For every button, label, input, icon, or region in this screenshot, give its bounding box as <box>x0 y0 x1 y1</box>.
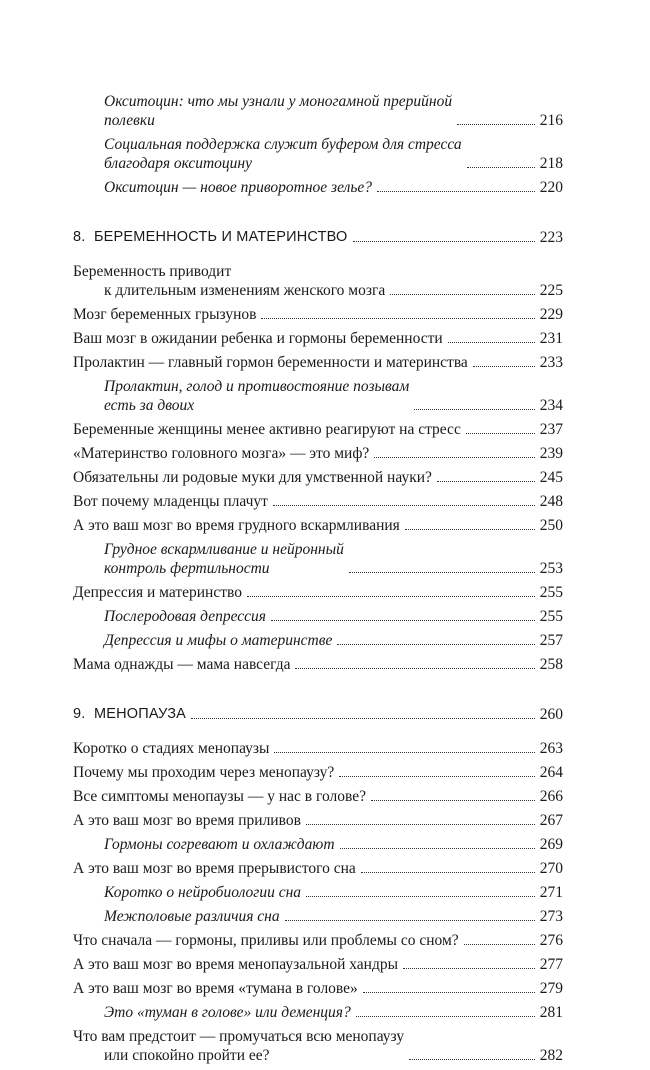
dot-leader <box>353 241 535 242</box>
entry-title-line: Межполовые различия сна <box>104 908 280 925</box>
entry-title <box>73 811 301 830</box>
chapter-number: 8. <box>73 229 86 245</box>
toc-subentry[interactable] <box>73 135 563 173</box>
dot-leader <box>274 752 534 753</box>
dot-leader <box>306 824 535 825</box>
dot-leader <box>191 718 535 719</box>
page-number: 271 <box>539 884 563 901</box>
table-of-contents <box>73 92 563 1070</box>
page-number: 279 <box>539 980 563 997</box>
entry-title <box>73 305 256 324</box>
entry-title-line: к длительным изменениям женского мозга <box>104 282 386 299</box>
section-spacer <box>73 679 563 705</box>
entry-title-line: Коротко о стадиях менопаузы <box>73 740 270 757</box>
entry-title-line: Социальная поддержка служит буфером для стресса <box>104 136 462 153</box>
entry-title <box>73 262 385 300</box>
entry-title <box>73 377 409 415</box>
toc-subentry[interactable] <box>73 631 563 650</box>
page-number: 281 <box>539 1004 563 1021</box>
entry-title-line: Обязательны ли родовые муки для умственной науки? <box>73 469 432 486</box>
entry-title-line: Беременность приводит <box>73 263 232 280</box>
dot-leader <box>473 366 535 367</box>
entry-title-line: Мозг беременных грызунов <box>73 306 257 323</box>
dot-leader <box>261 318 534 319</box>
entry-title-line: есть за двоих <box>104 397 195 414</box>
dot-leader <box>464 944 535 945</box>
dot-leader <box>377 191 535 192</box>
dot-leader <box>409 1059 535 1060</box>
page-number: 257 <box>539 632 563 649</box>
entry-title-line: Окситоцин: что мы узнали у моногамной прерийной <box>104 93 453 110</box>
entry-title <box>73 492 268 511</box>
toc-entry[interactable] <box>73 262 563 300</box>
entry-title-line: «Материнство головного мозга» — это миф? <box>73 445 370 462</box>
dot-leader <box>247 596 535 597</box>
entry-title-line: Вот почему младенцы плачут <box>73 493 268 510</box>
entry-title <box>73 955 398 974</box>
entry-title-line: Послеродовая депрессия <box>104 608 266 625</box>
dot-leader <box>356 1016 535 1017</box>
dot-leader <box>337 644 534 645</box>
page-number: 263 <box>539 740 563 757</box>
toc-entry[interactable] <box>73 420 563 439</box>
page-number: 258 <box>539 656 563 673</box>
page-number: 277 <box>539 956 563 973</box>
page-number: 266 <box>539 788 563 805</box>
entry-title <box>73 655 290 674</box>
entry-title <box>73 907 280 926</box>
entry-title <box>73 763 334 782</box>
entry-title-line: полевки <box>104 112 155 129</box>
dot-leader <box>295 668 534 669</box>
page-number: 218 <box>539 155 563 172</box>
page-number: 269 <box>539 836 563 853</box>
dot-leader <box>361 872 535 873</box>
entry-title <box>73 516 400 535</box>
dot-leader <box>339 776 534 777</box>
entry-title-line: контроль фертильности <box>104 560 270 577</box>
toc-subentry[interactable] <box>73 1003 563 1022</box>
toc-subentry[interactable] <box>73 607 563 626</box>
entry-title <box>73 739 269 758</box>
toc-entry[interactable] <box>73 763 563 782</box>
page-number: 276 <box>539 932 563 949</box>
entry-title-line: А это ваш мозг во время «тумана в голове» <box>73 980 358 997</box>
page-number: 260 <box>539 706 563 723</box>
toc-entry[interactable] <box>73 655 563 674</box>
toc-subentry[interactable] <box>73 92 563 130</box>
toc-entry[interactable] <box>73 811 563 830</box>
entry-title-line: Ваш мозг в ожидании ребенка и гормоны беременности <box>73 330 443 347</box>
entry-title-line: А это ваш мозг во время прерывистого сна <box>73 860 356 877</box>
entry-title <box>73 468 432 487</box>
page-number: 273 <box>539 908 563 925</box>
chapter-title <box>73 228 348 247</box>
chapter-heading[interactable] <box>73 705 563 724</box>
chapter-number: 9. <box>73 706 86 722</box>
toc-entry[interactable] <box>73 492 563 511</box>
entry-title <box>73 420 461 439</box>
dot-leader <box>390 294 535 295</box>
dot-leader <box>273 505 535 506</box>
dot-leader <box>271 620 535 621</box>
entry-title <box>73 607 266 626</box>
toc-entry[interactable] <box>73 787 563 806</box>
page-number: 229 <box>539 306 563 323</box>
entry-title-line: благодаря окситоцину <box>104 155 252 172</box>
page-number: 248 <box>539 493 563 510</box>
dot-leader <box>340 848 535 849</box>
chapter-title <box>73 705 186 724</box>
dot-leader <box>374 457 535 458</box>
chapter-title-text: БЕРЕМЕННОСТЬ И МАТЕРИНСТВО <box>93 229 348 245</box>
page-number: 231 <box>539 330 563 347</box>
entry-title <box>73 178 372 197</box>
page-number: 250 <box>539 517 563 534</box>
toc-subentry[interactable] <box>73 883 563 902</box>
entry-title-line: Окситоцин — новое приворотное зелье? <box>104 179 373 196</box>
toc-entry[interactable] <box>73 583 563 602</box>
chapter-heading[interactable] <box>73 228 563 247</box>
entry-title-line: Почему мы проходим через менопаузу? <box>73 764 335 781</box>
entry-title-line: Беременные женщины менее активно реагируют на стресс <box>73 421 461 438</box>
page-number: 255 <box>539 608 563 625</box>
dot-leader <box>437 481 535 482</box>
toc-entry[interactable] <box>73 1027 563 1065</box>
toc-entry[interactable] <box>73 353 563 372</box>
page-number: 255 <box>539 584 563 601</box>
entry-title-line: Мама однажды — мама навсегда <box>73 656 291 673</box>
entry-title <box>73 979 358 998</box>
dot-leader <box>285 920 535 921</box>
toc-entry[interactable] <box>73 739 563 758</box>
dot-leader <box>349 572 535 573</box>
entry-title <box>73 1027 404 1065</box>
page-number: 223 <box>539 229 563 246</box>
entry-title <box>73 835 335 854</box>
entry-title <box>73 135 462 173</box>
page-number: 253 <box>539 560 563 577</box>
entry-title-line: Коротко о нейробиологии сна <box>104 884 302 901</box>
page-number: 237 <box>539 421 563 438</box>
section-spacer <box>73 202 563 228</box>
page-number: 270 <box>539 860 563 877</box>
page-number: 234 <box>539 397 563 414</box>
entry-title <box>73 931 459 950</box>
entry-title-line: А это ваш мозг во время грудного вскармливания <box>73 517 400 534</box>
entry-title-line: Пролактин — главный гормон беременности и материнства <box>73 354 468 371</box>
toc-entry[interactable] <box>73 859 563 878</box>
entry-title <box>73 444 369 463</box>
toc-subentry[interactable] <box>73 907 563 926</box>
toc-subentry[interactable] <box>73 835 563 854</box>
entry-title-line: Что сначала — гормоны, приливы или проблемы со сном? <box>73 932 459 949</box>
entry-title <box>73 631 332 650</box>
entry-title <box>73 859 356 878</box>
entry-title <box>73 353 468 372</box>
entry-title <box>73 583 242 602</box>
entry-title-line: А это ваш мозг во время менопаузальной хандры <box>73 956 399 973</box>
entry-title-line: Депрессия и материнство <box>73 584 242 601</box>
dot-leader <box>363 992 535 993</box>
toc-entry[interactable] <box>73 516 563 535</box>
toc-entry[interactable] <box>73 305 563 324</box>
entry-title-line: Грудное вскармливание и нейронный <box>104 541 344 558</box>
page-number: 264 <box>539 764 563 781</box>
page-number: 267 <box>539 812 563 829</box>
toc-subentry[interactable] <box>73 540 563 578</box>
entry-title-line: А это ваш мозг во время приливов <box>73 812 301 829</box>
page-number: 282 <box>539 1047 563 1064</box>
entry-title-line: Пролактин, голод и противостояние позывам <box>104 378 410 395</box>
entry-title <box>73 883 301 902</box>
toc-subentry[interactable] <box>73 377 563 415</box>
entry-title-line: или спокойно пройти ее? <box>104 1047 270 1064</box>
entry-title-line: Все симптомы менопаузы — у нас в голове? <box>73 788 366 805</box>
page-number: 233 <box>539 354 563 371</box>
entry-title-line: Это «туман в голове» или деменция? <box>104 1004 351 1021</box>
dot-leader <box>448 342 535 343</box>
entry-title <box>73 329 443 348</box>
toc-entry[interactable] <box>73 955 563 974</box>
dot-leader <box>306 896 535 897</box>
dot-leader <box>371 800 535 801</box>
dot-leader <box>403 968 535 969</box>
dot-leader <box>457 124 535 125</box>
toc-entry[interactable] <box>73 931 563 950</box>
toc-entry[interactable] <box>73 444 563 463</box>
dot-leader <box>466 433 535 434</box>
toc-entry[interactable] <box>73 329 563 348</box>
dot-leader <box>414 409 534 410</box>
dot-leader <box>467 167 535 168</box>
entry-title <box>73 1003 351 1022</box>
chapter-title-text: МЕНОПАУЗА <box>93 706 187 722</box>
page-number: 225 <box>539 282 563 299</box>
page-number: 216 <box>539 112 563 129</box>
entry-title-line: Гормоны согревают и охлаждают <box>104 836 335 853</box>
page-number: 220 <box>539 179 563 196</box>
entry-title <box>73 540 344 578</box>
entry-title-line: Что вам предстоит — промучаться всю менопаузу <box>73 1028 405 1045</box>
entry-title <box>73 787 366 806</box>
page-number: 245 <box>539 469 563 486</box>
entry-title-line: Депрессия и мифы о материнстве <box>104 632 333 649</box>
dot-leader <box>405 529 535 530</box>
toc-entry[interactable] <box>73 979 563 998</box>
entry-title <box>73 92 452 130</box>
toc-subentry[interactable] <box>73 178 563 197</box>
toc-entry[interactable] <box>73 468 563 487</box>
page-number: 239 <box>539 445 563 462</box>
